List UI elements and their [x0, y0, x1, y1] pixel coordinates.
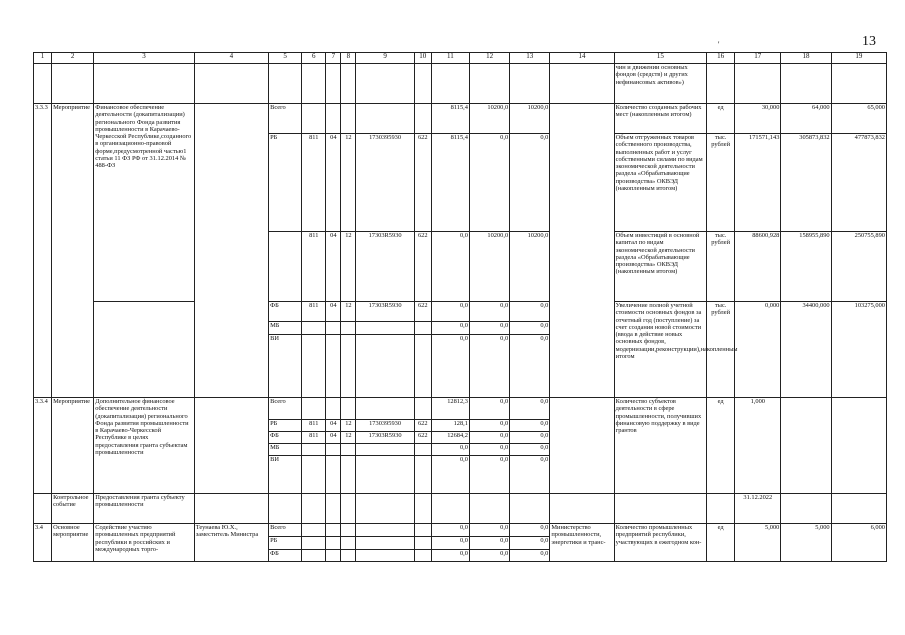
indicator-value: 103275,000: [831, 302, 886, 398]
value-cell: 0,0: [469, 134, 509, 232]
header-cell: 2: [52, 53, 94, 64]
header-cell: 18: [781, 53, 831, 64]
header-cell: 15: [614, 53, 706, 64]
value-cell: 0,0: [510, 432, 550, 444]
source-cell: Всего: [269, 524, 302, 537]
indicator-value: 1,000: [735, 398, 781, 494]
vr-cell: [414, 104, 431, 134]
value-cell: 0,0: [469, 524, 509, 537]
header-cell: 5: [269, 53, 302, 64]
vr-cell: 622: [414, 420, 431, 432]
source-cell: Всего: [269, 398, 302, 420]
csr-cell: 1730395930: [356, 420, 414, 432]
indicator-value: 30,000: [735, 104, 781, 134]
value-cell: 10200,0: [469, 104, 509, 134]
value-cell: 0,0: [510, 550, 550, 562]
grbs-cell: [302, 104, 326, 134]
indicator-name: Объем отгруженных товаров собственного производства, выполненных работ и услуг собственными силами по видам экономической деятельности раздела «Обрабатывающие производства» ОКВЭД (накопленным итогом): [614, 134, 706, 232]
indicator-unit: ед: [707, 104, 735, 134]
pr-cell: 12: [341, 420, 356, 432]
header-cell: 14: [550, 53, 614, 64]
value-cell: 0,0: [510, 420, 550, 432]
header-cell: 12: [469, 53, 509, 64]
source-cell: ВИ: [269, 456, 302, 494]
value-cell: 0,0: [510, 398, 550, 420]
csr-cell: 17303R5930: [356, 232, 414, 302]
header-cell: 7: [326, 53, 341, 64]
pr-cell: 12: [341, 232, 356, 302]
header-cell: 8: [341, 53, 356, 64]
value-cell: 0,0: [431, 537, 469, 550]
rz-cell: 04: [326, 302, 341, 322]
header-cell: 6: [302, 53, 326, 64]
csr-cell: 17303R5930: [356, 302, 414, 322]
vr-cell: 622: [414, 232, 431, 302]
indicator-name: Объем инвестиций в основной капитал по видам экономической деятельности раздела «Обрабатывающие производства» ОКВЭД (накопленным итогом): [614, 232, 706, 302]
rz-cell: 04: [326, 420, 341, 432]
indicator-unit: ед: [707, 524, 735, 562]
grbs-cell: 811: [302, 302, 326, 322]
indicator-value: 34400,000: [781, 302, 831, 398]
indicator-name: Количество промышленных предприятий республики, участвующих в ежегодном кон-: [614, 524, 706, 562]
value-cell: 0,0: [510, 335, 550, 398]
value-cell: 0,0: [469, 302, 509, 322]
value-cell: 0,0: [510, 444, 550, 456]
indicator-unit: тыс. рублей: [707, 232, 735, 302]
indicator-value: 0,000: [735, 302, 781, 398]
csr-cell: [356, 104, 414, 134]
value-cell: 0,0: [510, 322, 550, 335]
source-cell: Всего: [269, 104, 302, 134]
pr-cell: 12: [341, 302, 356, 322]
value-cell: 8115,4: [431, 104, 469, 134]
item-number: 3.3.3: [34, 104, 52, 398]
control-date: 31.12.2022: [735, 494, 781, 524]
vr-cell: 622: [414, 432, 431, 444]
indicator-value: [831, 398, 886, 494]
grbs-cell: 811: [302, 134, 326, 232]
source-cell: МБ: [269, 322, 302, 335]
continuation-row: [34, 64, 887, 104]
grbs-cell: 811: [302, 232, 326, 302]
indicator-value: [781, 398, 831, 494]
item-type: Мероприятие: [52, 398, 94, 494]
indicator-value: 64,000: [781, 104, 831, 134]
value-cell: 0,0: [431, 550, 469, 562]
value-cell: 0,0: [431, 302, 469, 322]
value-cell: 0,0: [469, 444, 509, 456]
value-cell: 0,0: [510, 302, 550, 322]
value-cell: 10200,0: [510, 232, 550, 302]
indicator-name: Количество созданных рабочих мест (накопленным итогом): [614, 104, 706, 134]
indicator-value: 250755,890: [831, 232, 886, 302]
indicator-unit: ед: [707, 398, 735, 494]
indicator-name: Увеличение полной учетной стоимости основных фондов за отчетный год (поступление) за счет создания новой стоимости (ввода в действие новых основных фондов, модернизации,реконструкции),накопленным итогом: [614, 302, 706, 398]
source-cell: РБ: [269, 134, 302, 232]
table-row: [34, 524, 887, 537]
csr-cell: 17303R5930: [356, 432, 414, 444]
item-description: Дополнительное финансовое обеспечение деятельности (докапитализация) регионального Фонда развития промышленности в Карачаево-Черкесской Республике в целях предоставления гранта субъектам промышленности: [94, 398, 194, 494]
value-cell: 0,0: [510, 537, 550, 550]
table-row: [34, 398, 887, 420]
source-cell: РБ: [269, 420, 302, 432]
page-mark: ': [718, 40, 720, 49]
header-cell: 16: [707, 53, 735, 64]
header-cell: 3: [94, 53, 194, 64]
item-type: Основное мероприятие: [52, 524, 94, 562]
rz-cell: 04: [326, 134, 341, 232]
header-cell: 10: [414, 53, 431, 64]
value-cell: 0,0: [469, 432, 509, 444]
indicator-continuation: чин и движении основных фондов (средств) и других нефинансовых активов»): [614, 64, 706, 104]
item-description: Предоставления гранта субъекту промышленности: [94, 494, 194, 524]
header-cell: 13: [510, 53, 550, 64]
value-cell: 0,0: [431, 444, 469, 456]
pr-cell: 12: [341, 134, 356, 232]
responsible-person: Теунаева Ю.Х., заместитель Министра: [194, 524, 268, 562]
item-description: Содействие участию промышленных предприятий республики в российских и международных торго-: [94, 524, 194, 562]
value-cell: 0,0: [469, 537, 509, 550]
source-cell: ФБ: [269, 550, 302, 562]
value-cell: 0,0: [431, 322, 469, 335]
program-table: [33, 52, 887, 562]
vr-cell: 622: [414, 134, 431, 232]
value-cell: 0,0: [469, 335, 509, 398]
item-type: Контрольное событие: [52, 494, 94, 524]
value-cell: 0,0: [469, 322, 509, 335]
value-cell: 0,0: [510, 134, 550, 232]
value-cell: 0,0: [431, 456, 469, 494]
header-cell: 11: [431, 53, 469, 64]
header-row: [34, 53, 887, 64]
indicator-name: Количество субъектов деятельности в сфере промышленности, получивших финансовую поддержку в виде грантов: [614, 398, 706, 494]
value-cell: 0,0: [469, 550, 509, 562]
control-event-row: [34, 494, 887, 524]
value-cell: 0,0: [469, 398, 509, 420]
value-cell: 0,0: [469, 456, 509, 494]
table-row: [34, 302, 887, 322]
source-cell: РБ: [269, 537, 302, 550]
item-description: Финансовое обеспечение деятельности (докапитализации) регионального Фонда развития промышленности в Карачаево-Черкесской Республике,созданного в организационно-правовой форме,предусмотренной частью1 статьи 11 ФЗ РФ от 31.12.2014 № 488-ФЗ: [94, 104, 194, 302]
item-number: 3.4: [34, 524, 52, 562]
pr-cell: 12: [341, 432, 356, 444]
value-cell: 0,0: [431, 232, 469, 302]
header-cell: 9: [356, 53, 414, 64]
table-row: [34, 104, 887, 134]
indicator-value: 477873,832: [831, 134, 886, 232]
header-cell: 17: [735, 53, 781, 64]
value-cell: 0,0: [431, 335, 469, 398]
rz-cell: 04: [326, 432, 341, 444]
value-cell: 0,0: [510, 456, 550, 494]
csr-cell: 1730395930: [356, 134, 414, 232]
indicator-value: 88600,928: [735, 232, 781, 302]
indicator-value: 65,000: [831, 104, 886, 134]
grbs-cell: 811: [302, 420, 326, 432]
source-cell: МБ: [269, 444, 302, 456]
value-cell: 10200,0: [510, 104, 550, 134]
source-cell: ФБ: [269, 302, 302, 322]
page-number: 13: [862, 34, 876, 49]
indicator-value: 5,000: [781, 524, 831, 562]
rz-cell: [326, 104, 341, 134]
header-cell: 4: [194, 53, 268, 64]
vr-cell: 622: [414, 302, 431, 322]
value-cell: 10200,0: [469, 232, 509, 302]
value-cell: 12684,2: [431, 432, 469, 444]
item-type: Мероприятие: [52, 104, 94, 398]
source-cell: ВИ: [269, 335, 302, 398]
source-cell: [269, 232, 302, 302]
indicator-unit: тыс. рублей: [707, 302, 735, 398]
source-cell: ФБ: [269, 432, 302, 444]
grbs-cell: 811: [302, 432, 326, 444]
executor: Министерство промышленности, энергетики и транс-: [550, 524, 614, 562]
value-cell: 0,0: [469, 420, 509, 432]
header-cell: 1: [34, 53, 52, 64]
indicator-unit: тыс. рублей: [707, 134, 735, 232]
indicator-value: 158955,890: [781, 232, 831, 302]
indicator-value: 171571,143: [735, 134, 781, 232]
pr-cell: [341, 104, 356, 134]
header-cell: 19: [831, 53, 886, 64]
indicator-value: 5,000: [735, 524, 781, 562]
value-cell: 12812,3: [431, 398, 469, 420]
rz-cell: 04: [326, 232, 341, 302]
value-cell: 8115,4: [431, 134, 469, 232]
indicator-value: 305873,832: [781, 134, 831, 232]
value-cell: 0,0: [431, 524, 469, 537]
indicator-value: 6,000: [831, 524, 886, 562]
value-cell: 0,0: [510, 524, 550, 537]
value-cell: 128,1: [431, 420, 469, 432]
item-number: 3.3.4: [34, 398, 52, 494]
